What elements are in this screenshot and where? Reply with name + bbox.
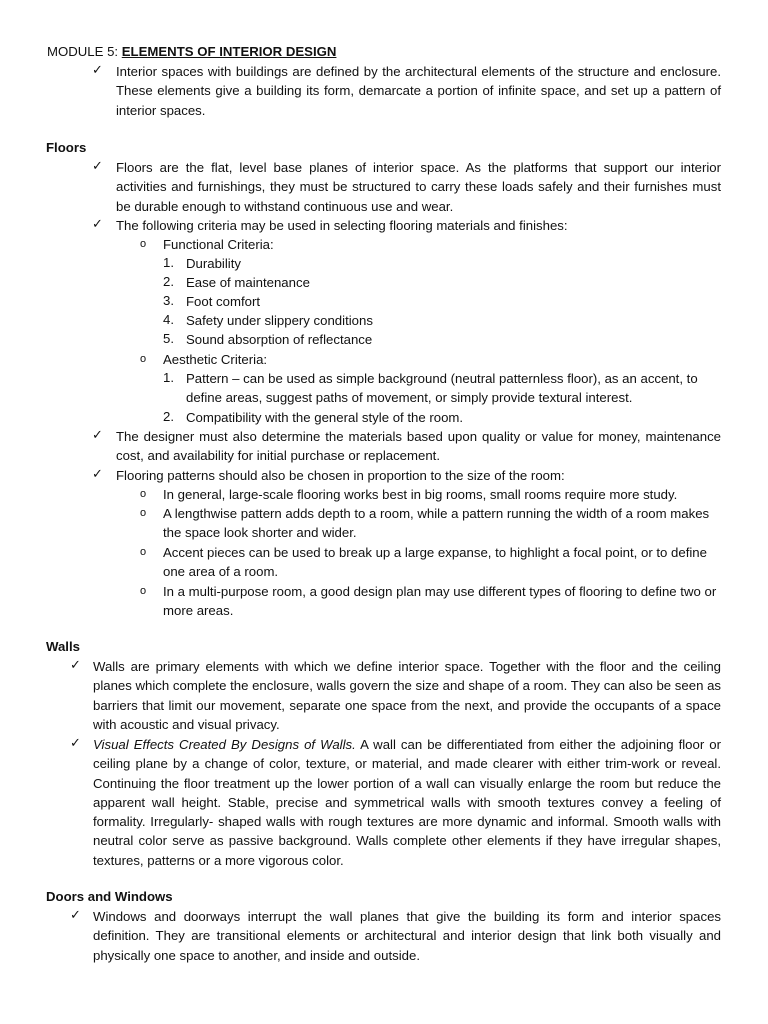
functional-item: Safety under slippery conditions bbox=[186, 313, 373, 328]
aesthetic-item: Pattern – can be used as simple background (neutral patternless floor), as an accent, to define areas, suggest paths of movement, or simply provide textural interest. bbox=[186, 371, 698, 406]
floors-heading: Floors bbox=[46, 140, 87, 155]
list-number: 4. bbox=[163, 312, 174, 327]
functional-criteria-label: Functional Criteria: bbox=[163, 237, 274, 252]
list-number: 2. bbox=[163, 274, 174, 289]
pattern-item: Accent pieces can be used to break up a large expanse, to highlight a focal point, or to define one area of a room. bbox=[163, 545, 707, 580]
check-icon: ✓ bbox=[70, 907, 81, 922]
walls-paragraph-2 bbox=[93, 735, 721, 870]
floors-paragraph-4: Flooring patterns should also be chosen in proportion to the size of the room: bbox=[116, 468, 565, 483]
circle-bullet-icon: o bbox=[140, 238, 147, 250]
module-title bbox=[47, 44, 336, 59]
walls-italic-lead: Visual Effects Created By Designs of Walls. bbox=[93, 737, 356, 752]
functional-item: Durability bbox=[186, 256, 241, 271]
doors-windows-heading: Doors and Windows bbox=[46, 889, 173, 904]
circle-bullet-icon: o bbox=[140, 507, 147, 519]
walls-heading: Walls bbox=[46, 639, 80, 654]
check-icon: ✓ bbox=[92, 427, 103, 442]
check-icon: ✓ bbox=[70, 657, 81, 672]
check-icon: ✓ bbox=[92, 158, 103, 173]
doors-paragraph-1: Windows and doorways interrupt the wall planes that give the building its form and interior spaces definition. They are transitional elements or architectural and interior design that link both visually and physically one space to another, and inside and outside. bbox=[93, 909, 721, 963]
pattern-item: In general, large-scale flooring works best in big rooms, small rooms require more study. bbox=[163, 487, 678, 502]
list-number: 2. bbox=[163, 409, 174, 424]
list-number: 1. bbox=[163, 370, 174, 385]
list-number: 1. bbox=[163, 255, 174, 270]
walls-paragraph-1: Walls are primary elements with which we define interior space. Together with the floor and the ceiling planes which complete the enclosure, walls govern the size and shape of a room. They can also be seen as barriers that limit our movement, separate one space from the next, and provide the occupants of a space with acoustic and visual privacy. bbox=[93, 659, 721, 732]
floors-paragraph-3: The designer must also determine the materials based upon quality or value for money, maintenance cost, and availability for initial purchase or replacement. bbox=[116, 429, 721, 464]
module-heading: ELEMENTS OF INTERIOR DESIGN bbox=[121, 44, 337, 59]
circle-bullet-icon: o bbox=[140, 488, 147, 500]
pattern-item: In a multi-purpose room, a good design plan may use different types of flooring to define two or more areas. bbox=[163, 584, 717, 619]
pattern-item: A lengthwise pattern adds depth to a room, while a pattern running the width of a room makes the space look shorter and wider. bbox=[163, 506, 710, 541]
check-icon: ✓ bbox=[92, 466, 103, 481]
circle-bullet-icon: o bbox=[140, 585, 147, 597]
check-icon: ✓ bbox=[70, 735, 81, 750]
check-icon: ✓ bbox=[92, 62, 103, 77]
aesthetic-criteria-label: Aesthetic Criteria: bbox=[163, 352, 268, 367]
walls-paragraph-2-body: A wall can be differentiated from either the adjoining floor or ceiling plane by a change of color, texture, or material, and made clearer with either trim-work or reveal. Continuing the floor treatment up the lower portion of a wall can visually enlarge the room but reduce the apparent wall height. Stable, precise and symmetrical walls with smooth textures convey a feeling of formality. Irregularly- shaped walls with rough textures are more dynamic and informal. Smooth walls with neutral color serve as passive background. Walls complete other elements if they have irregular shapes, textures, patterns or a more vigorous color. bbox=[93, 737, 721, 868]
circle-bullet-icon: o bbox=[140, 353, 147, 365]
list-number: 3. bbox=[163, 293, 174, 308]
intro-paragraph: Interior spaces with buildings are defined by the architectural elements of the structure and enclosure. These elements give a building its form, demarcate a portion of infinite space, and set up a pattern of interior spaces. bbox=[116, 64, 721, 118]
functional-item: Foot comfort bbox=[186, 294, 261, 309]
functional-item: Sound absorption of reflectance bbox=[186, 332, 373, 347]
check-icon: ✓ bbox=[92, 216, 103, 231]
aesthetic-item: Compatibility with the general style of the room. bbox=[186, 410, 464, 425]
list-number: 5. bbox=[163, 331, 174, 346]
floors-paragraph-1: Floors are the flat, level base planes of interior space. As the platforms that support our interior activities and furnishings, they must be structured to carry these loads safely and their furnishes must be durable enough to withstand continuous use and wear. bbox=[116, 160, 721, 214]
circle-bullet-icon: o bbox=[140, 546, 147, 558]
module-prefix: MODULE 5: bbox=[47, 44, 122, 59]
floors-paragraph-2: The following criteria may be used in selecting flooring materials and finishes: bbox=[116, 218, 568, 233]
functional-item: Ease of maintenance bbox=[186, 275, 310, 290]
